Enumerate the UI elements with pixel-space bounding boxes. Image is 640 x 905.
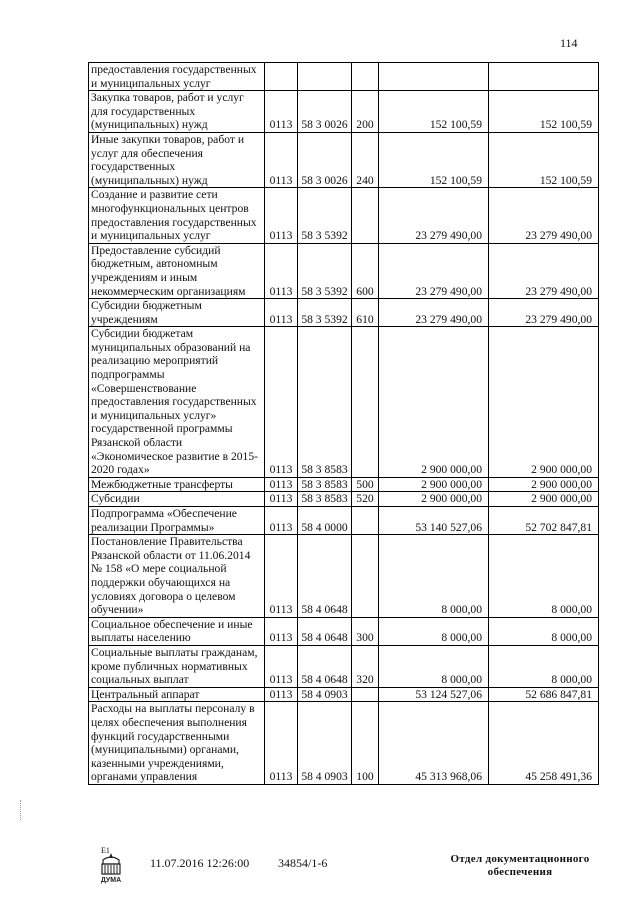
cell-name: Субсидии бюджетам муниципальных образований на реализацию мероприятий подпрограммы «Совершенствование предоставления государственных и муниципальных услуг» государственной программы Рязанской области «Экономическое развитие в 2015-2020 годах» <box>89 327 265 478</box>
cell-type: 610 <box>352 299 379 327</box>
cell-plan <box>379 63 489 91</box>
cell-target: 58 4 0648 <box>298 617 352 645</box>
page-number: 114 <box>560 36 578 50</box>
cell-plan: 53 140 527,06 <box>379 507 489 535</box>
cell-type: 240 <box>352 132 379 187</box>
footer <box>0 848 640 905</box>
cell-fact: 23 279 490,00 <box>489 243 599 298</box>
cell-fact: 2 900 000,00 <box>489 477 599 492</box>
cell-section <box>265 63 298 91</box>
footer-datetime: 11.07.2016 12:26:00 <box>150 856 250 870</box>
cell-fact: 8 000,00 <box>489 617 599 645</box>
cell-section: 0113 <box>265 188 298 243</box>
cell-section: 0113 <box>265 687 298 702</box>
cell-fact <box>489 63 599 91</box>
cell-target: 58 3 0026 <box>298 132 352 187</box>
cell-target: 58 4 0903 <box>298 687 352 702</box>
cell-type <box>352 327 379 478</box>
cell-plan: 23 279 490,00 <box>379 188 489 243</box>
cell-type: 200 <box>352 91 379 133</box>
table-row <box>89 645 599 687</box>
table-row <box>89 327 599 478</box>
cell-target: 58 3 5392 <box>298 243 352 298</box>
cell-type: 100 <box>352 702 379 785</box>
cell-plan: 8 000,00 <box>379 617 489 645</box>
cell-type <box>352 188 379 243</box>
cell-plan: 45 313 968,06 <box>379 702 489 785</box>
cell-type <box>352 687 379 702</box>
cell-type <box>352 535 379 618</box>
cell-section: 0113 <box>265 299 298 327</box>
cell-fact: 45 258 491,36 <box>489 702 599 785</box>
cell-target: 58 3 5392 <box>298 299 352 327</box>
cell-target: 58 3 8583 <box>298 327 352 478</box>
table-row <box>89 132 599 187</box>
cell-target: 58 4 0648 <box>298 645 352 687</box>
footer-doc-code: 34854/1-6 <box>278 856 328 870</box>
cell-name: Постановление Правительства Рязанской области от 11.06.2014 № 158 «О мере социальной поддержки обучающихся на условиях договора о целевом обучении» <box>89 535 265 618</box>
cell-target: 58 3 5392 <box>298 188 352 243</box>
cell-type: 320 <box>352 645 379 687</box>
logo-text: ДУМА <box>100 877 122 884</box>
cell-type <box>352 63 379 91</box>
cell-plan: 8 000,00 <box>379 645 489 687</box>
cell-name: Расходы на выплаты персоналу в целях обеспечения выполнения функций государственными (муниципальными) органами, казенными учреждениями, органами управления <box>89 702 265 785</box>
cell-plan: 2 900 000,00 <box>379 477 489 492</box>
duma-logo-icon <box>94 850 128 884</box>
cell-target: 58 3 8583 <box>298 492 352 507</box>
table-row <box>89 687 599 702</box>
table-row <box>89 63 599 91</box>
table-row <box>89 702 599 785</box>
cell-target: 58 3 0026 <box>298 91 352 133</box>
cell-fact: 152 100,59 <box>489 91 599 133</box>
cell-type: 300 <box>352 617 379 645</box>
cell-plan: 8 000,00 <box>379 535 489 618</box>
stamp-mark: Е1 <box>101 846 110 855</box>
cell-fact: 8 000,00 <box>489 535 599 618</box>
table-row <box>89 188 599 243</box>
cell-target: 58 4 0648 <box>298 535 352 618</box>
cell-section: 0113 <box>265 327 298 478</box>
footer-department: Отдел документационного обеспечения <box>450 853 590 878</box>
cell-target: 58 4 0903 <box>298 702 352 785</box>
cell-fact: 52 686 847,81 <box>489 687 599 702</box>
cell-name: Центральный аппарат <box>89 687 265 702</box>
cell-section: 0113 <box>265 617 298 645</box>
cell-type <box>352 507 379 535</box>
table-row <box>89 477 599 492</box>
cell-fact: 52 702 847,81 <box>489 507 599 535</box>
table-row <box>89 243 599 298</box>
cell-fact: 8 000,00 <box>489 645 599 687</box>
cell-name: Социальные выплаты гражданам, кроме публичных нормативных социальных выплат <box>89 645 265 687</box>
cell-name: Субсидии бюджетным учреждениям <box>89 299 265 327</box>
cell-type: 500 <box>352 477 379 492</box>
cell-section: 0113 <box>265 91 298 133</box>
cell-name: Подпрограмма «Обеспечение реализации Программы» <box>89 507 265 535</box>
cell-name: Закупка товаров, работ и услуг для государственных (муниципальных) нужд <box>89 91 265 133</box>
cell-section: 0113 <box>265 535 298 618</box>
cell-type: 600 <box>352 243 379 298</box>
cell-fact: 152 100,59 <box>489 132 599 187</box>
cell-plan: 2 900 000,00 <box>379 492 489 507</box>
cell-target: 58 4 0000 <box>298 507 352 535</box>
table-row <box>89 507 599 535</box>
cell-target <box>298 63 352 91</box>
table-row <box>89 91 599 133</box>
cell-section: 0113 <box>265 507 298 535</box>
table-row <box>89 617 599 645</box>
cell-name: Субсидии <box>89 492 265 507</box>
table-row <box>89 535 599 618</box>
budget-table <box>88 62 599 785</box>
cell-name: Создание и развитие сети многофункциональных центров предоставления государственных и муниципальных услуг <box>89 188 265 243</box>
table-row <box>89 492 599 507</box>
cell-name: предоставления государственных и муниципальных услуг <box>89 63 265 91</box>
cell-fact: 23 279 490,00 <box>489 188 599 243</box>
cell-fact: 23 279 490,00 <box>489 299 599 327</box>
table-row <box>89 299 599 327</box>
cell-target: 58 3 8583 <box>298 477 352 492</box>
cell-section: 0113 <box>265 477 298 492</box>
cell-plan: 2 900 000,00 <box>379 327 489 478</box>
cell-section: 0113 <box>265 243 298 298</box>
cell-section: 0113 <box>265 492 298 507</box>
cell-fact: 2 900 000,00 <box>489 327 599 478</box>
cell-plan: 23 279 490,00 <box>379 299 489 327</box>
cell-name: Социальное обеспечение и иные выплаты населению <box>89 617 265 645</box>
cell-plan: 152 100,59 <box>379 132 489 187</box>
cell-plan: 23 279 490,00 <box>379 243 489 298</box>
cell-fact: 2 900 000,00 <box>489 492 599 507</box>
cell-section: 0113 <box>265 702 298 785</box>
cell-section: 0113 <box>265 645 298 687</box>
margin-mark <box>20 800 22 820</box>
cell-name: Иные закупки товаров, работ и услуг для обеспечения государственных (муниципальных) нужд <box>89 132 265 187</box>
cell-name: Предоставление субсидий бюджетным, автономным учреждениям и иным некоммерческим организациям <box>89 243 265 298</box>
cell-plan: 53 124 527,06 <box>379 687 489 702</box>
cell-name: Межбюджетные трансферты <box>89 477 265 492</box>
cell-plan: 152 100,59 <box>379 91 489 133</box>
cell-type: 520 <box>352 492 379 507</box>
cell-section: 0113 <box>265 132 298 187</box>
